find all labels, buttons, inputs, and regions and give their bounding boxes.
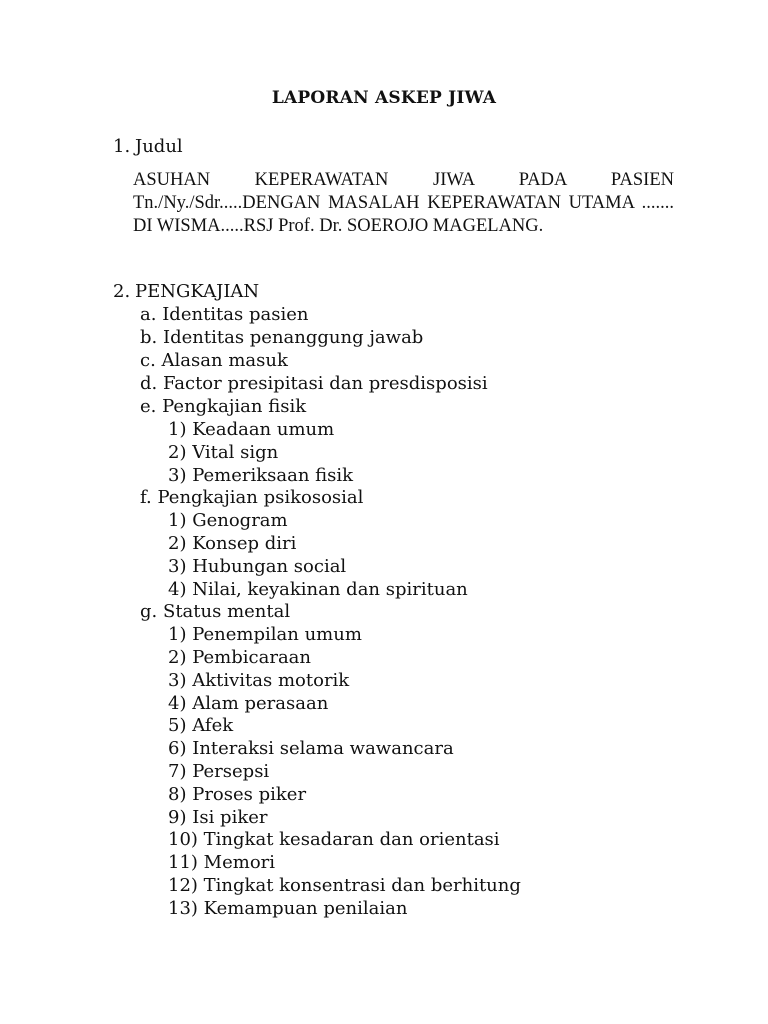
list-item xyxy=(140,601,290,623)
list-item-text: Tingkat kesadaran dan orientasi xyxy=(203,829,500,850)
section-2-number: 2. xyxy=(113,281,131,302)
list-subitem xyxy=(168,465,353,487)
list-item-text: Proses piker xyxy=(192,784,307,805)
list-item-text: Genogram xyxy=(192,510,288,531)
list-item-text: Kemampuan penilaian xyxy=(203,898,408,919)
list-marker: 13) xyxy=(168,898,198,919)
list-marker: 5) xyxy=(168,715,187,736)
list-marker: 9) xyxy=(168,807,187,828)
list-marker: 3) xyxy=(168,465,187,486)
section-2-label: PENGKAJIAN xyxy=(135,281,260,302)
list-marker: 7) xyxy=(168,761,187,782)
list-marker: 4) xyxy=(168,693,187,714)
list-subitem xyxy=(168,670,349,692)
list-marker: 2) xyxy=(168,442,187,463)
list-item-text: Status mental xyxy=(162,601,291,622)
list-marker: e. xyxy=(140,396,157,417)
list-subitem xyxy=(168,715,233,737)
list-item xyxy=(140,327,423,349)
list-subitem xyxy=(168,784,306,806)
list-marker: a. xyxy=(140,304,157,325)
list-marker: 6) xyxy=(168,738,187,759)
list-marker: 11) xyxy=(168,852,198,873)
list-subitem xyxy=(168,647,311,669)
list-subitem xyxy=(168,875,521,897)
list-item xyxy=(140,396,306,418)
list-item-text: Pengkajian psikososial xyxy=(157,487,364,508)
list-subitem xyxy=(168,761,269,783)
list-marker: 4) xyxy=(168,579,187,600)
section-1-paragraph: ASUHAN KEPERAWATAN JIWA PADA PASIEN Tn./Ny./Sdr.....DENGAN MASALAH KEPERAWATAN UTAMA ....... DI WISMA.....RSJ Prof. Dr. SOEROJO MAGELANG. xyxy=(133,170,674,236)
list-subitem xyxy=(168,807,268,829)
list-item-text: Pemeriksaan fisik xyxy=(192,465,354,486)
list-marker: g. xyxy=(140,601,158,622)
list-marker: b. xyxy=(140,327,158,348)
section-1-number: 1. xyxy=(113,136,131,157)
list-subitem xyxy=(168,579,468,601)
list-item-text: Pengkajian fisik xyxy=(162,396,307,417)
list-item-text: Konsep diri xyxy=(192,533,297,554)
list-marker: 2) xyxy=(168,647,187,668)
list-marker: 3) xyxy=(168,670,187,691)
list-item-text: Factor presipitasi dan presdisposisi xyxy=(162,373,488,394)
list-item-text: Isi piker xyxy=(192,807,268,828)
list-marker: d. xyxy=(140,373,158,394)
list-subitem xyxy=(168,510,288,532)
list-item-text: Tingkat konsentrasi dan berhitung xyxy=(203,875,521,896)
list-subitem xyxy=(168,442,278,464)
list-subitem xyxy=(168,898,407,920)
list-item xyxy=(140,373,488,395)
list-marker: 1) xyxy=(168,624,187,645)
list-item-text: Penempilan umum xyxy=(192,624,362,645)
list-item xyxy=(140,350,288,372)
list-item xyxy=(140,487,363,509)
list-item-text: Identitas penanggung jawab xyxy=(162,327,424,348)
list-marker: 1) xyxy=(168,419,187,440)
list-item-text: Persepsi xyxy=(192,761,270,782)
list-subitem xyxy=(168,533,296,555)
list-marker: c. xyxy=(140,350,156,371)
list-subitem xyxy=(168,419,334,441)
list-subitem xyxy=(168,738,454,760)
list-marker: 2) xyxy=(168,533,187,554)
list-marker: 3) xyxy=(168,556,187,577)
list-marker: 12) xyxy=(168,875,198,896)
list-item-text: Afek xyxy=(192,715,234,736)
section-1-label: Judul xyxy=(135,136,183,157)
list-marker: 10) xyxy=(168,829,198,850)
document-title: LAPORAN ASKEP JIWA xyxy=(271,88,497,108)
list-item-text: Aktivitas motorik xyxy=(192,670,350,691)
list-subitem xyxy=(168,693,328,715)
list-item xyxy=(140,304,308,326)
list-item-text: Memori xyxy=(203,852,276,873)
list-item-text: Keadaan umum xyxy=(192,419,335,440)
list-subitem xyxy=(168,852,275,874)
list-item-text: Hubungan social xyxy=(192,556,347,577)
list-marker: 1) xyxy=(168,510,187,531)
list-item-text: Nilai, keyakinan dan spirituan xyxy=(192,579,468,600)
list-item-text: Identitas pasien xyxy=(162,304,309,325)
list-marker: f. xyxy=(140,487,152,508)
list-item-text: Alasan masuk xyxy=(161,350,288,371)
list-subitem xyxy=(168,556,346,578)
list-item-text: Pembicaraan xyxy=(192,647,311,668)
list-item-text: Alam perasaan xyxy=(192,693,329,714)
list-item-text: Vital sign xyxy=(192,442,279,463)
list-subitem xyxy=(168,624,362,646)
list-item-text: Interaksi selama wawancara xyxy=(192,738,454,759)
list-marker: 8) xyxy=(168,784,187,805)
list-subitem xyxy=(168,829,500,851)
